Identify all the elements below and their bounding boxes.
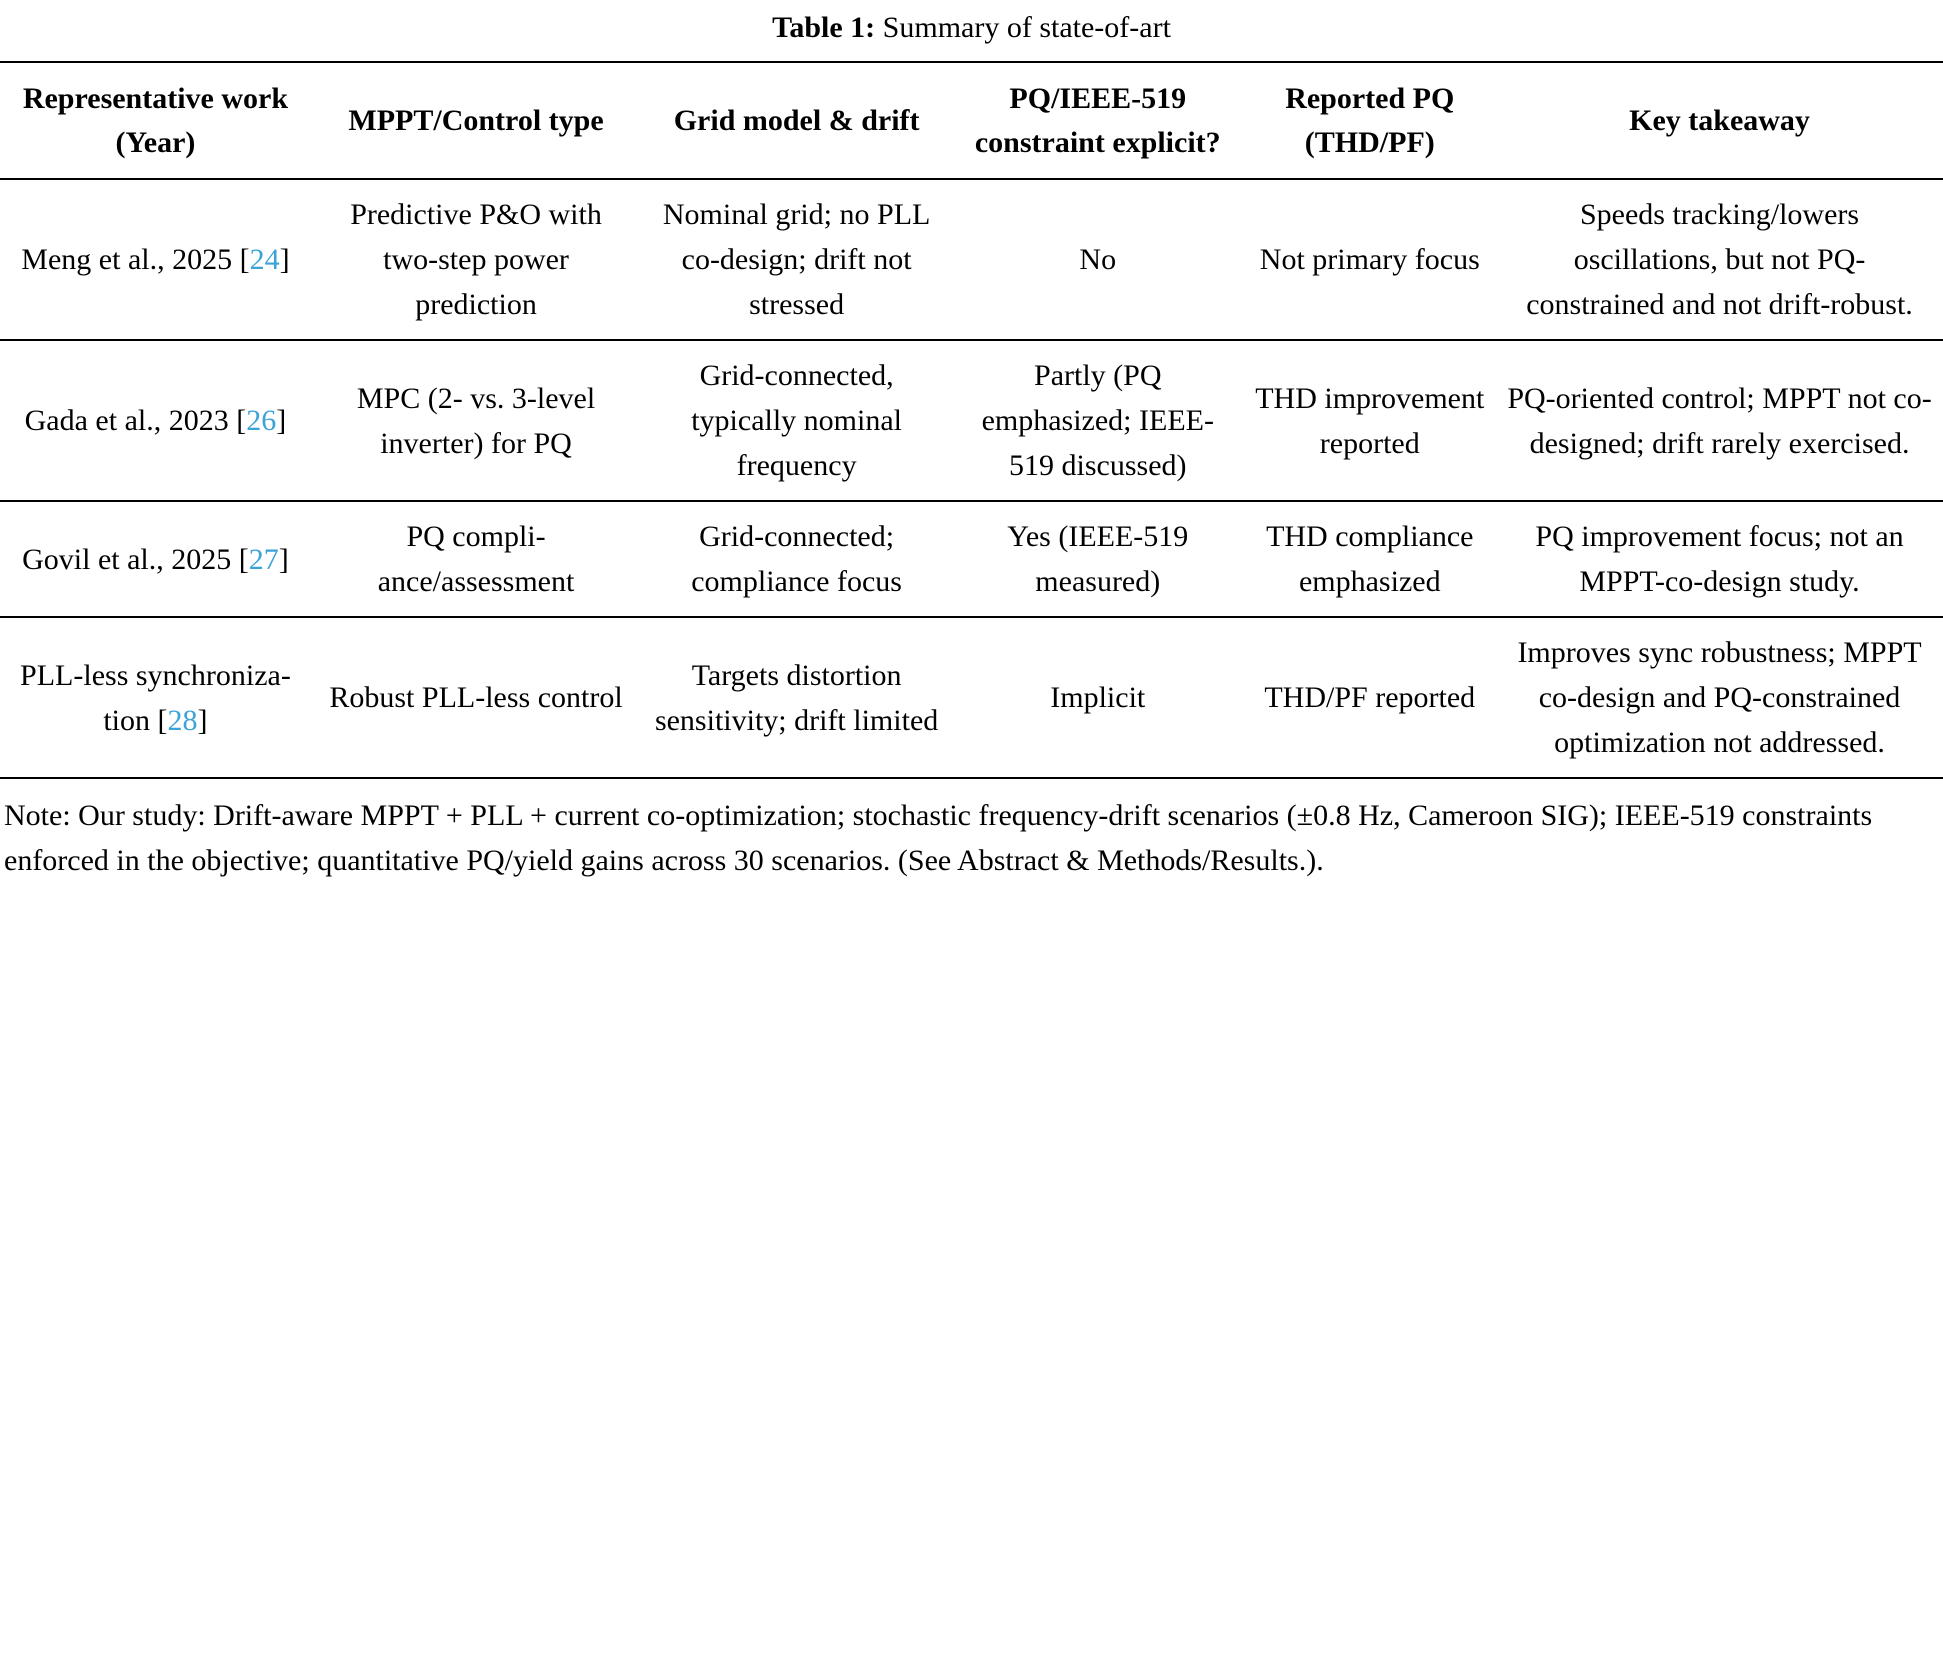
table-cell: Implicit: [952, 617, 1243, 778]
citation-link[interactable]: 28: [167, 703, 198, 737]
citation-link[interactable]: 27: [248, 542, 279, 576]
table-cell: THD compliance emphasized: [1243, 501, 1496, 617]
column-header-key-takeaway: Key takeaway: [1496, 62, 1943, 179]
column-header-grid-model-drift: Grid model & drift: [641, 62, 952, 179]
table-cell: Yes (IEEE-519 measured): [952, 501, 1243, 617]
citation-link[interactable]: 26: [246, 404, 277, 437]
table-cell: THD/PF reported: [1243, 617, 1496, 778]
work-text: ]: [278, 542, 289, 576]
table-caption-label: Table 1:: [772, 11, 876, 44]
table-cell: Partly (PQ emphasized; IEEE-519 discussed): [952, 340, 1243, 501]
table-cell: Predictive P&O with two-step power prediction: [311, 179, 641, 340]
table-row: [0, 617, 1943, 778]
work-text: ]: [197, 703, 208, 737]
work-text: Gada et al., 2023 [: [24, 404, 247, 437]
table-cell: PQ compli-ance/assessment: [311, 501, 641, 617]
column-header-mppt-control-type: MPPT/Control type: [311, 62, 641, 179]
table-cell: Grid-connected, typically nominal frequency: [641, 340, 952, 501]
table-cell: Robust PLL-less control: [311, 617, 641, 778]
table-note: Note: Our study: Drift-aware MPPT + PLL + current co-optimization; stochastic frequency-drift scenarios (±0.8 Hz, Cameroon SIG); IEEE-519 constraints enforced in the objective; quantitative PQ/yield gains across 30 scenarios. (See Abstract & Methods/Results.).: [4, 799, 1873, 877]
work-text: Govil et al., 2025 [: [22, 542, 249, 576]
table-cell: THD improvement reported: [1243, 340, 1496, 501]
citation-link[interactable]: 24: [249, 243, 280, 276]
table-cell: PQ improvement focus; not an MPPT-co-design study.: [1496, 501, 1943, 617]
table-cell: Nominal grid; no PLL co-design; drift not stressed: [641, 179, 952, 340]
table-cell: Speeds tracking/lowers oscillations, but not PQ-constrained and not drift-robust.: [1496, 179, 1943, 340]
column-header-representative-work: Representative work (Year): [0, 62, 311, 179]
header-row: [0, 62, 1943, 179]
table-cell-work: [0, 179, 311, 340]
table-cell: No: [952, 179, 1243, 340]
table-cell: Targets distortion sensitivity; drift limited: [641, 617, 952, 778]
table-cell-work: [0, 340, 311, 501]
table-caption-text: Summary of state-of-art: [875, 11, 1171, 44]
table-cell-work: [0, 617, 311, 778]
work-text: PLL-less synchroniza-tion [: [20, 658, 291, 737]
table-row: [0, 179, 1943, 340]
work-text: ]: [279, 243, 290, 276]
column-header-reported-pq: Reported PQ (THD/PF): [1243, 62, 1496, 179]
column-header-pq-constraint: PQ/IEEE-519 constraint explicit?: [952, 62, 1243, 179]
work-text: ]: [276, 404, 287, 437]
table-cell: MPC (2- vs. 3-level inverter) for PQ: [311, 340, 641, 501]
work-text: Meng et al., 2025 [: [21, 243, 250, 276]
table-cell: Improves sync robustness; MPPT co-design and PQ-constrained optimization not addressed.: [1496, 617, 1943, 778]
table-cell: PQ-oriented control; MPPT not co-designed; drift rarely exercised.: [1496, 340, 1943, 501]
table-row: [0, 501, 1943, 617]
table-row: [0, 340, 1943, 501]
table-cell: Not primary focus: [1243, 179, 1496, 340]
state-of-art-table: [0, 61, 1943, 779]
table-caption: [0, 0, 1943, 61]
table-cell: Grid-connected; compliance focus: [641, 501, 952, 617]
table-cell-work: [0, 501, 311, 617]
